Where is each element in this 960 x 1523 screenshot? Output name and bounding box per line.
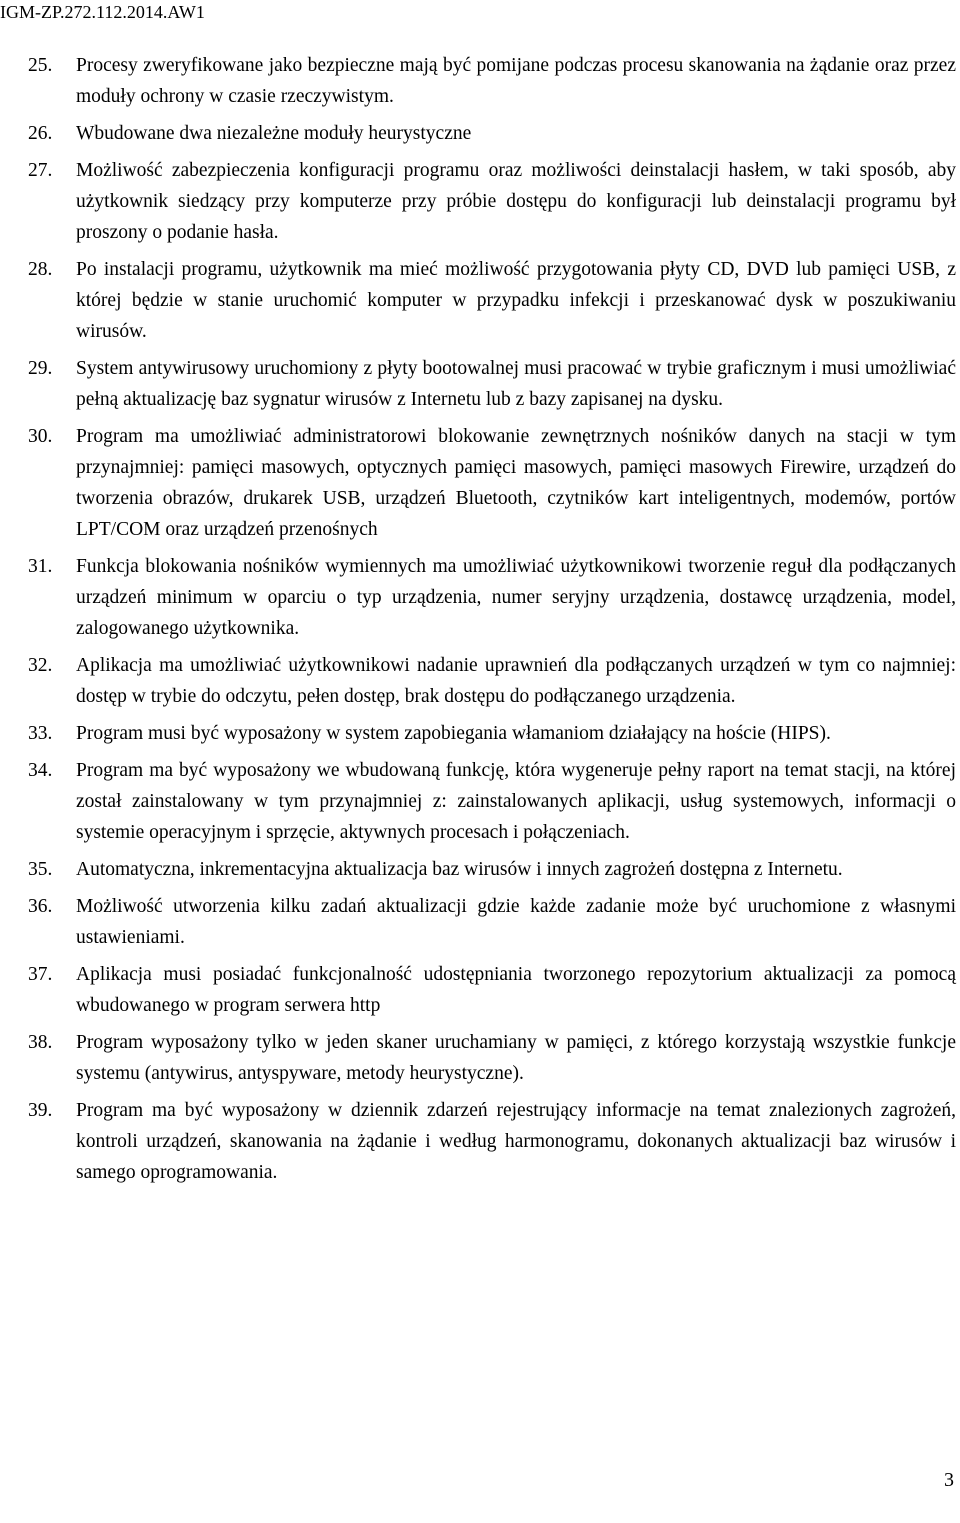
item-number: 38. [28, 1032, 53, 1053]
item-number: 36. [28, 896, 53, 917]
item-text: Procesy zweryfikowane jako bezpieczne mają być pomijane podczas procesu skanowania na żądanie oraz przez moduły ochrony w czasie rzeczywistym. [76, 55, 956, 107]
list-item [28, 1095, 956, 1188]
item-text: Program ma umożliwiać administratorowi blokowanie zewnętrznych nośników danych na stacji w tym przynajmniej: pamięci masowych, optycznych pamięci masowych, pamięci masowych Firewire, urządzeń do tworzenia obrazów, drukarek USB, urządzeń Bluetooth, czytników kart inteligentnych, modemów, portów LPT/COM oraz urządzeń przenośnych [76, 426, 956, 540]
document-header [0, 0, 205, 24]
item-text: Wbudowane dwa niezależne moduły heurystyczne [76, 123, 472, 144]
item-text: Po instalacji programu, użytkownik ma mieć możliwość przygotowania płyty CD, DVD lub pamięci USB, z której będzie w stanie uruchomić komputer w przypadku infekcji i przeskanować dysk w poszukiwaniu wirusów. [76, 259, 956, 342]
list-item [28, 891, 956, 953]
list-item [28, 254, 956, 347]
item-number: 26. [28, 123, 53, 144]
item-number: 31. [28, 556, 53, 577]
list-item [28, 50, 956, 112]
item-number: 28. [28, 259, 53, 280]
list-item [28, 755, 956, 848]
item-text: Aplikacja musi posiadać funkcjonalność udostępniania tworzonego repozytorium aktualizacji za pomocą wbudowanego w program serwera http [76, 964, 956, 1016]
item-text: Możliwość utworzenia kilku zadań aktualizacji gdzie każde zadanie może być uruchomione z własnymi ustawieniami. [76, 896, 956, 948]
list-item [28, 353, 956, 415]
list-item [28, 421, 956, 545]
list-item [28, 959, 956, 1021]
item-text: System antywirusowy uruchomiony z płyty bootowalnej musi pracować w trybie graficznym i musi umożliwiać pełną aktualizację baz sygnatur wirusów z Internetu lub z bazy zapisanej na dysku. [76, 358, 956, 410]
item-number: 32. [28, 655, 53, 676]
list-item [28, 551, 956, 644]
list-item [28, 650, 956, 712]
item-number: 37. [28, 964, 53, 985]
item-number: 29. [28, 358, 53, 379]
requirements-list [28, 50, 956, 1194]
item-number: 30. [28, 426, 53, 447]
page-number: 3 [944, 1469, 954, 1491]
item-text: Automatyczna, inkrementacyjna aktualizacja baz wirusów i innych zagrożeń dostępna z Internetu. [76, 859, 843, 880]
item-number: 33. [28, 723, 53, 744]
item-text: Funkcja blokowania nośników wymiennych ma umożliwiać użytkownikowi tworzenie reguł dla podłączanych urządzeń minimum w oparciu o typ urządzenia, numer seryjny urządzenia, dostawcę urządzenia, model, zalogowanego użytkownika. [76, 556, 956, 639]
item-text: Aplikacja ma umożliwiać użytkownikowi nadanie uprawnień dla podłączanych urządzeń w tym co najmniej: dostęp w trybie do odczytu, pełen dostęp, brak dostępu do podłączanego urządzenia. [76, 655, 956, 707]
item-text: Program wyposażony tylko w jeden skaner uruchamiany w pamięci, z którego korzystają wszystkie funkcje systemu (antywirus, antyspyware, metody heurystyczne). [76, 1032, 956, 1084]
item-text: Program musi być wyposażony w system zapobiegania włamaniom działający na hoście (HIPS). [76, 723, 831, 744]
item-text: Program ma być wyposażony we wbudowaną funkcję, która wygeneruje pełny raport na temat stacji, na której został zainstalowany w tym przynajmniej z: zainstalowanych aplikacji, usług systemowych, informacji o systemie operacyjnym i sprzęcie, aktywnych procesach i połączeniach. [76, 760, 956, 843]
list-item [28, 155, 956, 248]
list-item [28, 854, 956, 885]
item-number: 25. [28, 55, 53, 76]
item-text: Możliwość zabezpieczenia konfiguracji programu oraz możliwości deinstalacji hasłem, w taki sposób, aby użytkownik siedzący przy komputerze przy próbie dostępu do konfiguracji lub deinstalacji programu był proszony o podanie hasła. [76, 160, 956, 243]
list-item [28, 1027, 956, 1089]
item-text: Program ma być wyposażony w dziennik zdarzeń rejestrujący informacje na temat znalezionych zagrożeń, kontroli urządzeń, skanowania na żądanie i według harmonogramu, dokonanych aktualizacji baz wirusów i samego oprogramowania. [76, 1100, 956, 1183]
document-id: IGM-ZP.272.112.2014.AW1 [0, 2, 205, 22]
item-number: 39. [28, 1100, 53, 1121]
item-number: 34. [28, 760, 53, 781]
item-number: 35. [28, 859, 53, 880]
list-item [28, 118, 956, 149]
list-item [28, 718, 956, 749]
item-number: 27. [28, 160, 53, 181]
